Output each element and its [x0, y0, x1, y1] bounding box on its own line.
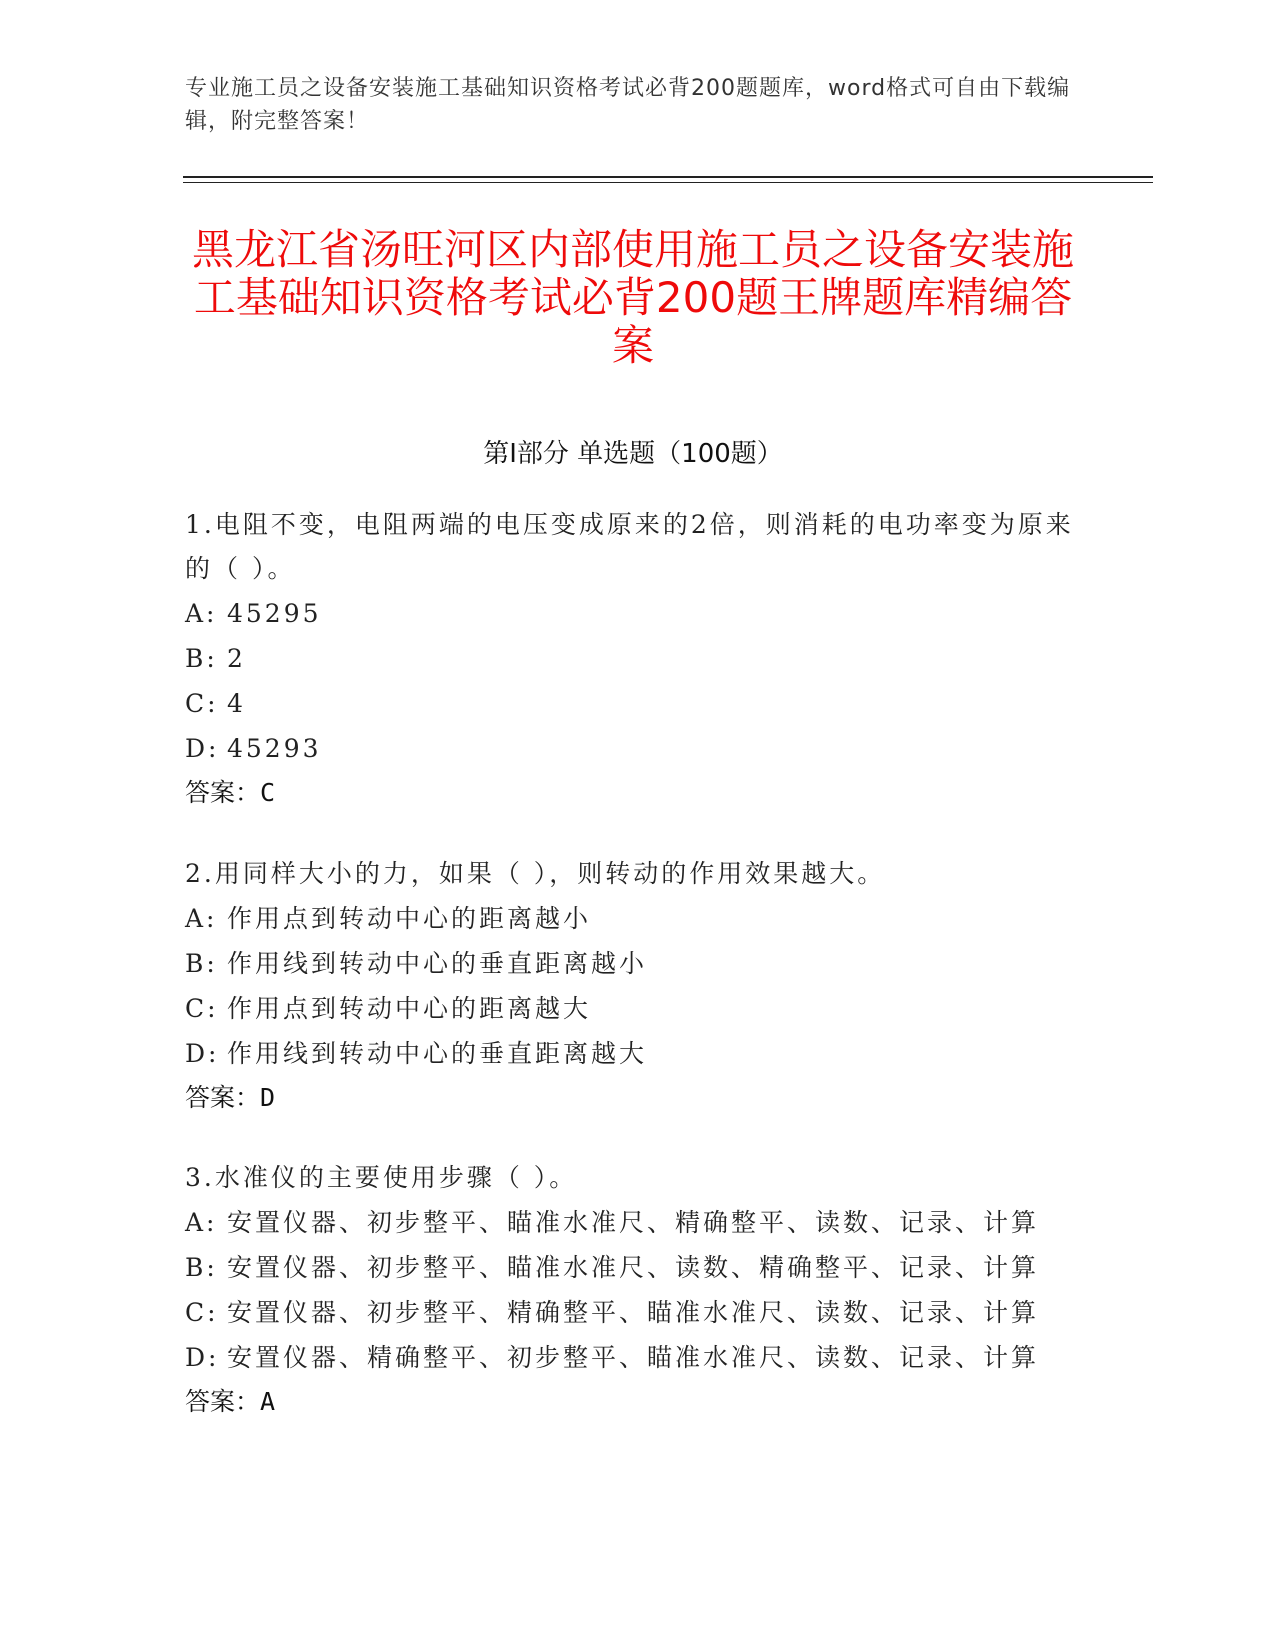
option-b: [185, 636, 1085, 681]
option-text: 安置仪器、初步整平、精确整平、瞄准水准尺、读数、记录、计算: [227, 1298, 1040, 1327]
option-text: 安置仪器、精确整平、初步整平、瞄准水准尺、读数、记录、计算: [227, 1343, 1040, 1372]
option-letter: B:: [185, 644, 218, 673]
answer-label: 答案：: [185, 1387, 261, 1416]
option-text: 安置仪器、初步整平、瞄准水准尺、精确整平、读数、记录、计算: [227, 1208, 1040, 1237]
option-a: [185, 1200, 1085, 1245]
option-c: [185, 1290, 1085, 1335]
option-text: 作用线到转动中心的垂直距离越大: [227, 1039, 648, 1068]
answer-line: [185, 771, 1085, 815]
header-note: 专业施工员之设备安装施工基础知识资格考试必背200题题库，word格式可自由下载编辑，附完整答案！: [185, 76, 1071, 134]
question-2: [185, 852, 1085, 1120]
option-letter: D:: [185, 1039, 220, 1068]
option-letter: B:: [185, 949, 218, 978]
option-text: 45295: [227, 599, 322, 628]
header-divider-thin: [183, 182, 1153, 183]
answer-line: [185, 1380, 1085, 1424]
option-letter: D:: [185, 1343, 220, 1372]
option-letter: C:: [185, 1298, 219, 1327]
question-stem: 3.水准仪的主要使用步骤（ ）。: [185, 1163, 578, 1192]
document-title: 黑龙江省汤旺河区内部使用施工员之设备安装施工基础知识资格考试必背200题王牌题库精编答案: [191, 225, 1074, 370]
answer-value: A: [260, 1387, 276, 1416]
option-letter: C:: [185, 689, 219, 718]
section-title: 第Ⅰ部分 单选题（100题）: [483, 439, 783, 469]
option-text: 45293: [227, 734, 322, 763]
option-b: [185, 941, 1085, 986]
question-stem: 2.用同样大小的力，如果（ ），则转动的作用效果越大。: [185, 859, 886, 888]
option-a: [185, 591, 1085, 636]
option-text: 作用点到转动中心的距离越小: [227, 904, 592, 933]
answer-label: 答案：: [185, 1083, 261, 1112]
header-divider-thick: [183, 176, 1153, 178]
question-stem: 1.电阻不变，电阻两端的电压变成原来的2倍，则消耗的电功率变为原来的（ ）。: [185, 510, 1074, 583]
answer-line: [185, 1076, 1085, 1120]
option-letter: A:: [185, 599, 218, 628]
option-text: 安置仪器、初步整平、瞄准水准尺、读数、精确整平、记录、计算: [227, 1253, 1040, 1282]
answer-label: 答案：: [185, 778, 261, 807]
option-letter: C:: [185, 994, 219, 1023]
option-letter: B:: [185, 1253, 218, 1282]
option-text: 4: [227, 689, 246, 718]
option-text: 作用线到转动中心的垂直距离越小: [227, 949, 648, 978]
answer-value: C: [260, 778, 276, 807]
option-d: [185, 1031, 1085, 1076]
option-text: 作用点到转动中心的距离越大: [227, 994, 592, 1023]
option-c: [185, 681, 1085, 726]
option-letter: A:: [185, 904, 218, 933]
question-3: [185, 1156, 1085, 1424]
question-1: [185, 503, 1085, 815]
option-c: [185, 986, 1085, 1031]
option-b: [185, 1245, 1085, 1290]
answer-value: D: [260, 1083, 276, 1112]
option-letter: A:: [185, 1208, 218, 1237]
option-letter: D:: [185, 734, 220, 763]
option-d: [185, 726, 1085, 771]
option-a: [185, 896, 1085, 941]
option-d: [185, 1335, 1085, 1380]
option-text: 2: [227, 644, 246, 673]
